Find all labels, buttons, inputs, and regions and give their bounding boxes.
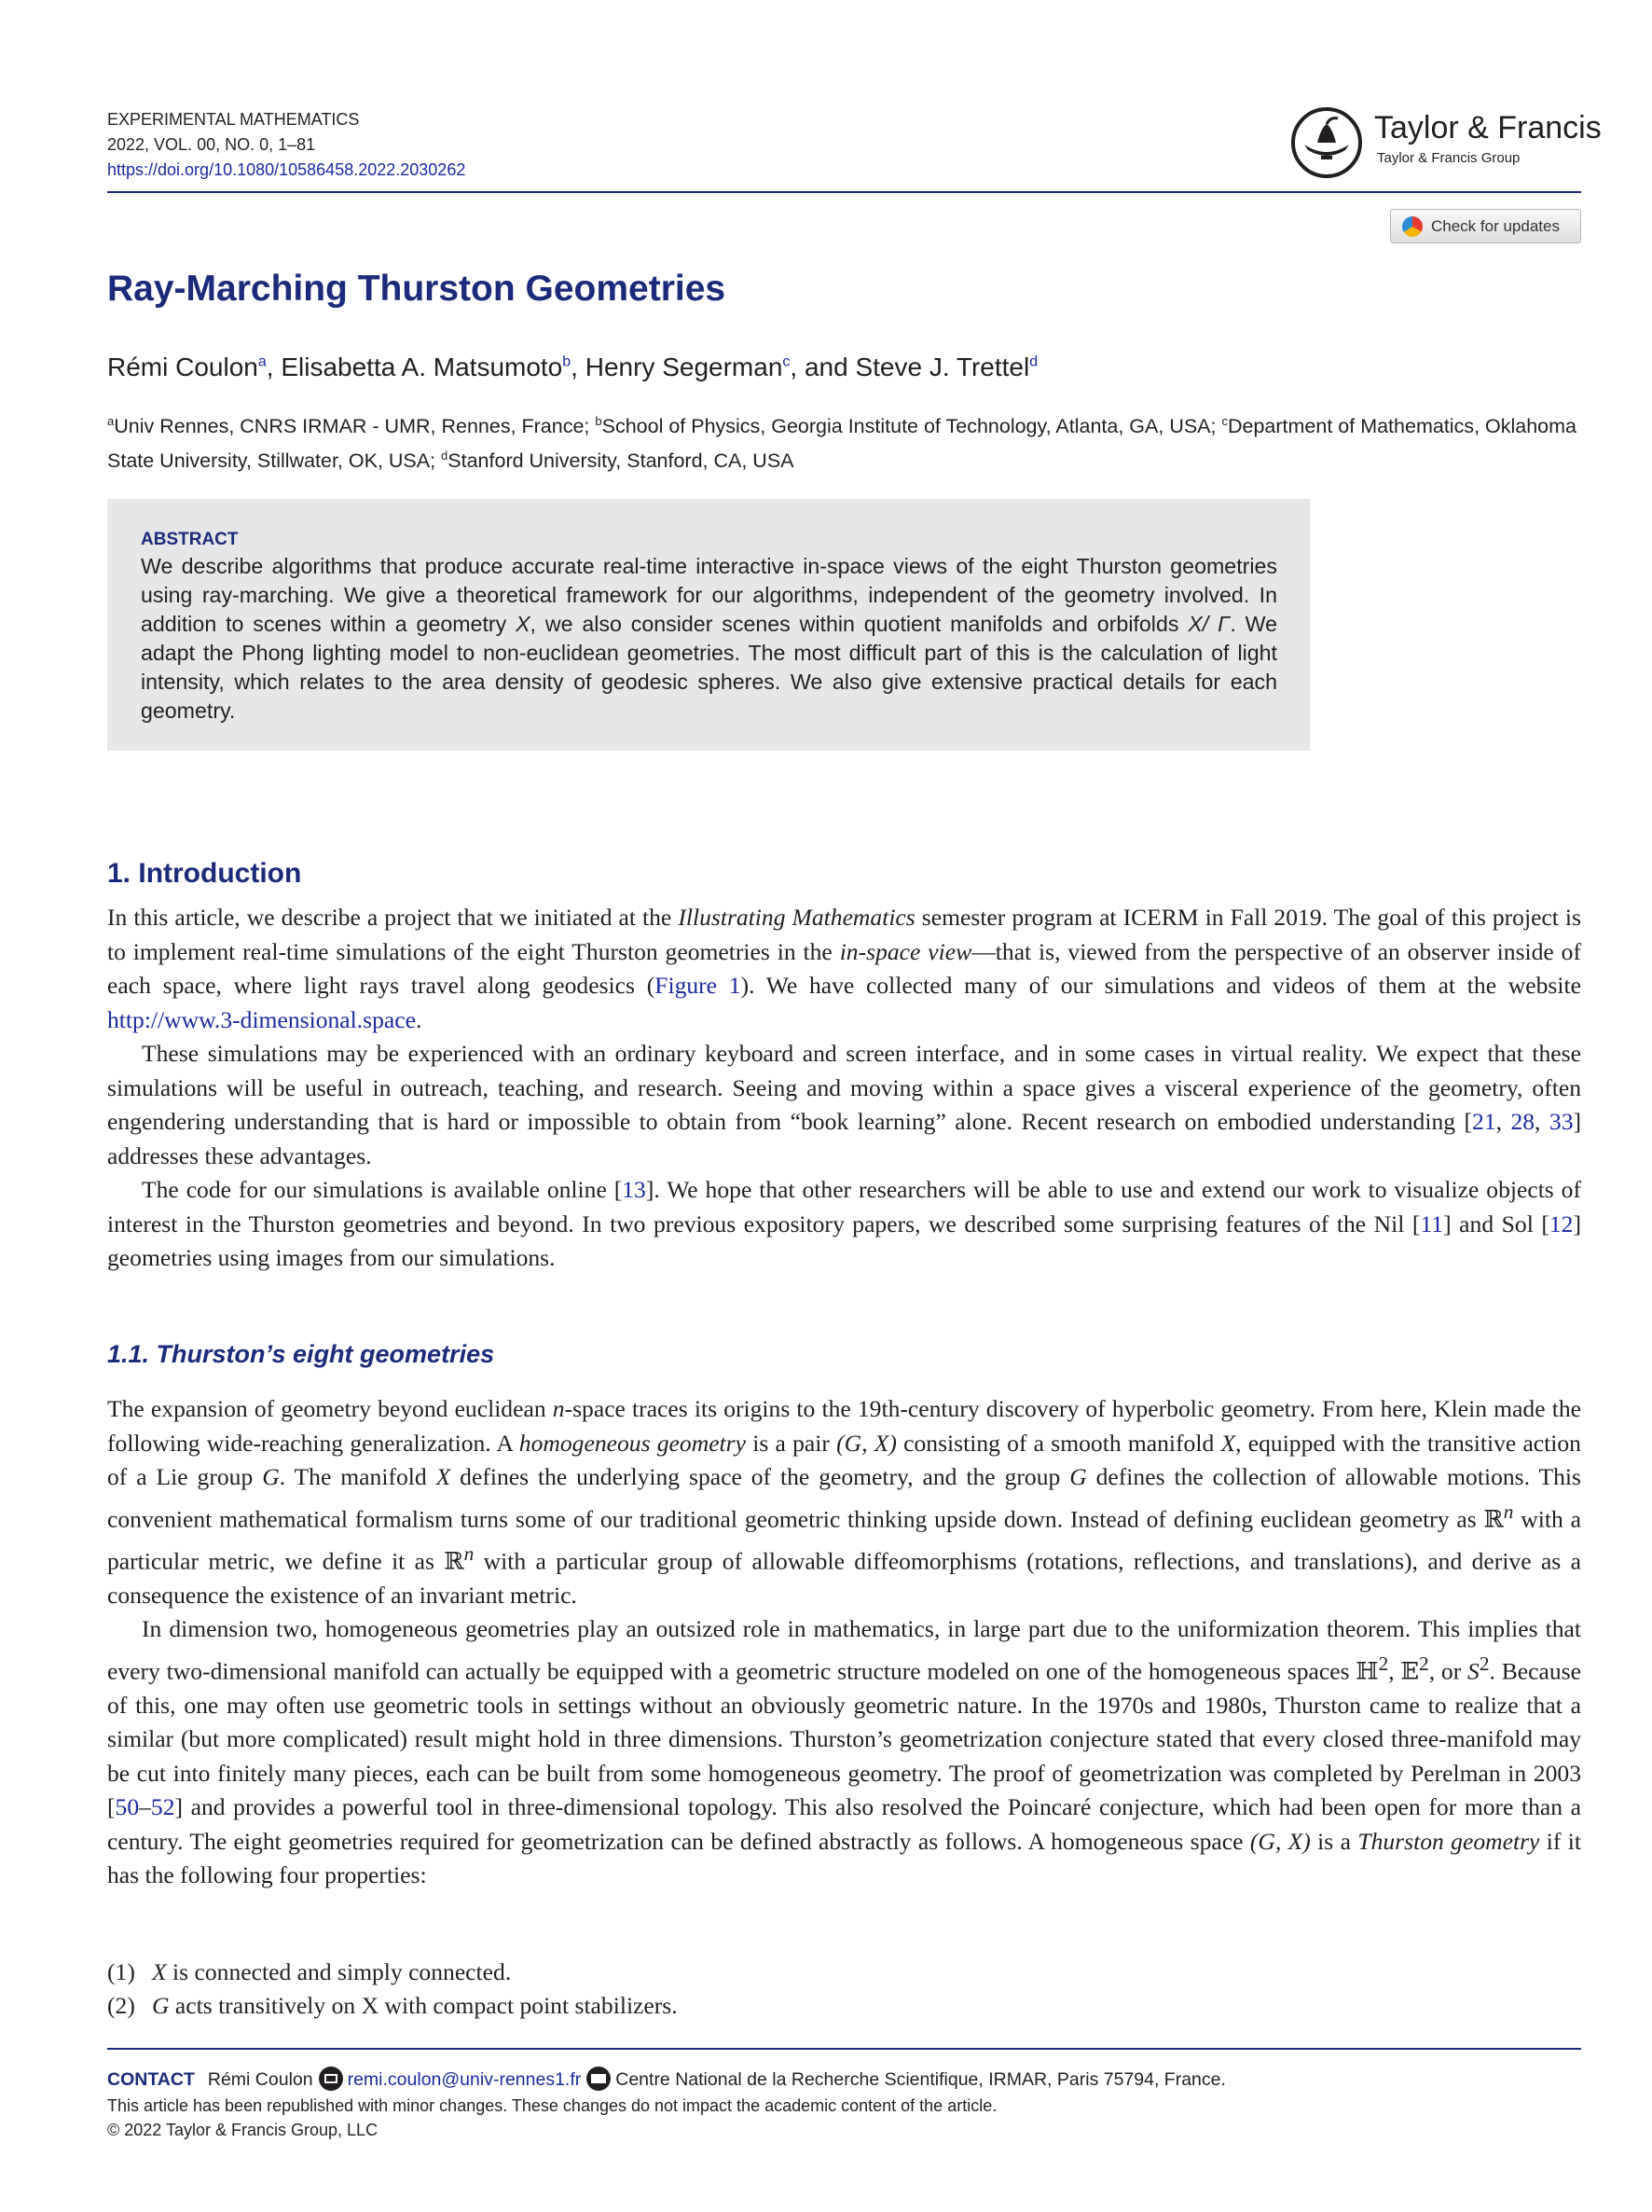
emphasis: homogeneous geometry <box>518 1429 746 1457</box>
text: The expansion of geometry beyond euclidean <box>107 1395 553 1422</box>
author-affiliation-marker: b <box>562 353 571 370</box>
abstract-var: X/ Γ <box>1188 612 1231 636</box>
math-symbol: ℍ <box>1356 1657 1379 1685</box>
text: ] and provides a powerful tool in three-dimensional topology. This also resolved the Poincaré conjecture, which had been open for more than a century. The eight geometries required for geometrization can be defined abstractly as follows. A homogeneous space <box>107 1793 1581 1855</box>
paragraph: In dimension two, homogeneous geometries play an outsized role in mathematics, in large part due to the uniformization theorem. This implies that every two-dimensional manifold can actually be equipped with a geometric structure modeled on one of the homogeneous spaces ℍ$^2$, 𝔼$^2$, or $S^2$. Because of this, one may often use geometric tools in settings without an obviously geometric nature. In the 1970s and 1980s, Thurston came to realize that a similar (but more complicated) result might hold in three dimensions. Thurston’s geometrization conjecture stated that every closed three-manifold may be cut into finitely many pieces, each can be built from some homogeneous geometry. The proof of geometrization was completed by Perelman in 2003 [50–52] and provides a powerful tool in three-dimensional topology. This also resolved the Poincaré conjecture, which had been open for more than a century. The eight geometries required for geometrization can be defined abstractly as follows. A homogeneous space (G, X) is a Thurston geometry if it has the following four properties: <box>107 1615 1582 1889</box>
affiliation-text: Stanford University, Stanford, CA, USA <box>447 449 794 473</box>
affiliation-text: Univ Rennes, CNRS IRMAR - UMR, Rennes, France; <box>114 415 596 438</box>
affiliation-text: Department of Mathematics, Oklahoma State University, Stillwater, OK, USA; <box>107 415 1576 473</box>
affiliation-marker: a <box>107 414 115 428</box>
copyright: © 2022 Taylor & Francis Group, LLC <box>107 2121 379 2139</box>
math-var: n <box>552 1395 565 1422</box>
website-link[interactable]: http://www.3-dimensional.space <box>107 1005 416 1033</box>
math-symbol: ℝ <box>1483 1505 1504 1533</box>
text: -space traces its origins to the 19th-century discovery of hyperbolic geometry. From here, Klein made the following wide-reaching generalization. A <box>107 1395 1581 1457</box>
check-for-updates-label: Check for updates <box>1431 216 1560 235</box>
emphasis: Illustrating Mathematics <box>678 904 915 931</box>
abstract-part: We describe algorithms that produce accurate real-time interactive in-space views of the eight Thurston geometries using ray-marching. We give a theoretical framework for our algorithms, independent of the geometry involved. In addition to scenes within a geometry <box>141 554 1277 636</box>
author-name[interactable]: Rémi Coulon <box>107 353 258 381</box>
list-text: is connected and simply connected. <box>166 1958 512 1985</box>
property-list <box>107 1956 678 2023</box>
author-separator: , and <box>790 353 856 381</box>
text: . Because of this, one may often use geometric tools in settings without an obviously geometric nature. In the 1970s and 1980s, Thurston came to realize that a similar (but more complicated) result might hold in three dimensions. Thurston’s geometrization conjecture stated that every closed three-manifold may be cut into finitely many pieces, each can be built from some homogeneous geometry. The proof of geometrization was completed by Perelman in 2003 [ <box>107 1657 1581 1821</box>
math-var: X <box>1220 1429 1236 1457</box>
header-rule <box>107 191 1581 193</box>
math-symbol: 𝔼 <box>1400 1657 1420 1685</box>
abstract-part: . We adapt the Phong lighting model to non-euclidean geometries. The most difficult part of this is the calculation of light intensity, which relates to the area density of geodesic spheres. We also give extensive practical details for each geometry. <box>141 612 1277 723</box>
list-item <box>107 1956 678 1989</box>
math-var: G <box>1069 1463 1087 1490</box>
list-number: (1) <box>107 1958 135 1985</box>
author-name[interactable]: Steve J. Trettel <box>855 353 1030 381</box>
text: The code for our simulations is available online [ <box>142 1176 623 1203</box>
affiliations <box>107 407 1590 476</box>
author-name[interactable]: Henry Segerman <box>585 353 783 381</box>
subsection-heading-thurston-geometries: 1.1. Thurston’s eight geometries <box>107 1340 495 1368</box>
address-icon <box>586 2067 611 2091</box>
citation-link[interactable]: 33 <box>1549 1108 1574 1135</box>
subsection-body <box>107 1392 1581 1893</box>
text: In dimension two, homogeneous geometries play an outsized role in mathematics, in large part due to the uniformization theorem. This implies that every two-dimensional manifold can actually be equipped with a geometric structure modeled on one of the homogeneous spaces <box>107 1615 1581 1685</box>
citation-link[interactable]: 21 <box>1472 1108 1496 1135</box>
republish-note: This article has been republished with minor changes. These changes do not impact the academic content of the article. <box>107 2096 998 2115</box>
text: consisting of a smooth manifold <box>896 1429 1221 1457</box>
paragraph: These simulations may be experienced with an ordinary keyboard and screen interface, and in some cases in virtual reality. We expect that these simulations will be useful in outreach, teaching, and research. Seeing and moving within a space gives a visceral experience of the geometry, often engendering understanding that is hard or impossible to obtain from “book learning” alone. Recent research on embodied understanding [21, 28, 33] addresses these advantages. <box>107 1040 1582 1169</box>
math-var: S <box>1467 1657 1480 1685</box>
citation-link[interactable]: 28 <box>1510 1108 1535 1135</box>
citation-link[interactable]: 11 <box>1420 1210 1444 1237</box>
author-separator: , <box>266 353 282 381</box>
contact-address: Centre National de la Recherche Scientifique, IRMAR, Paris 75794, France. <box>615 2069 1226 2090</box>
author-separator: , <box>571 353 585 381</box>
article-title: Ray-Marching Thurston Geometries <box>107 269 726 309</box>
paragraph <box>107 1173 1581 1276</box>
text: These simulations may be experienced with an ordinary keyboard and screen interface, and in some cases in virtual reality. We expect that these simulations will be useful in outreach, teaching, and research. Seeing and moving within a space gives a visceral experience of the geometry, often engendering understanding that is hard or impossible to obtain from “book learning” alone. Recent research on embodied understanding [ <box>107 1040 1581 1135</box>
math-var: (G, X) <box>836 1429 897 1457</box>
email-icon <box>319 2067 343 2091</box>
doi-link[interactable]: https://doi.org/10.1080/10586458.2022.2030262 <box>107 160 466 179</box>
author-affiliation-marker: d <box>1029 353 1039 370</box>
math-symbol: ℝ <box>444 1547 464 1575</box>
math-var: G <box>152 1992 170 2019</box>
abstract-part: , we also consider scenes within quotient manifolds and orbifolds <box>530 612 1189 636</box>
list-text: acts transitively on X with compact point stabilizers. <box>169 1992 678 2019</box>
math-var: n <box>1503 1500 1514 1523</box>
affiliation-marker: b <box>595 414 602 428</box>
emphasis: in-space view <box>839 937 972 965</box>
contact-label: CONTACT <box>107 2069 195 2090</box>
math-sup: 2 <box>1419 1652 1429 1675</box>
crossmark-icon <box>1402 216 1423 237</box>
text: is a pair <box>746 1429 837 1457</box>
abstract-var: X <box>516 612 530 636</box>
author-name[interactable]: Elisabetta A. Matsumoto <box>281 353 563 381</box>
text: . The manifold <box>279 1463 436 1490</box>
citation-link[interactable]: 50 <box>115 1793 140 1821</box>
text: defines the underlying space of the geometry, and the group <box>450 1463 1070 1490</box>
list-number: (2) <box>107 1992 135 2019</box>
author-affiliation-marker: a <box>257 353 267 370</box>
abstract-label: ABSTRACT <box>141 530 239 549</box>
publisher-subtitle: Taylor & Francis Group <box>1377 150 1521 166</box>
author-affiliation-marker: c <box>782 353 791 370</box>
text: . <box>416 1005 422 1033</box>
email-link[interactable]: remi.coulon@univ-rennes1.fr <box>347 2069 582 2090</box>
affiliation-marker: d <box>441 449 448 463</box>
journal-info <box>107 107 465 183</box>
math-var: (G, X) <box>1249 1827 1311 1855</box>
journal-name: EXPERIMENTAL MATHEMATICS <box>107 110 360 129</box>
emphasis: Thurston geometry <box>1357 1827 1540 1855</box>
text: with a particular metric, we define it as <box>107 1505 1581 1575</box>
text: ] and Sol [ <box>1443 1210 1549 1237</box>
affiliation-text: School of Physics, Georgia Institute of Technology, Atlanta, GA, USA; <box>601 415 1222 438</box>
math-sup: 2 <box>1479 1652 1490 1675</box>
text: ] addresses these advantages. <box>107 1108 1582 1169</box>
citation-link[interactable]: 12 <box>1549 1210 1574 1237</box>
paragraph <box>107 1392 1581 1612</box>
paragraph <box>107 901 1581 1037</box>
text: ). We have collected many of our simulations and videos of them at the website <box>740 972 1581 999</box>
affiliation-marker: c <box>1221 414 1228 428</box>
introduction-body <box>107 901 1581 1276</box>
list-item <box>107 1989 678 2023</box>
taylor-francis-logo-icon <box>1289 105 1364 180</box>
journal-volume: 2022, VOL. 00, NO. 0, 1–81 <box>107 135 316 154</box>
section-heading-introduction: 1. Introduction <box>107 858 302 889</box>
math-var: X <box>152 1958 167 1985</box>
text: if it has the following four properties: <box>107 1827 1582 1889</box>
math-sup: 2 <box>1378 1652 1389 1675</box>
text: defines the collection of allowable motions. This convenient mathematical formalism turns some of our traditional geometric thinking upside down. Instead of defining euclidean geometry as <box>107 1463 1581 1533</box>
text: ]. We hope that other researchers will be able to use and extend our work to visualize objects of interest in the Thurston geometries and beyond. In two previous expository papers, we described some surprising features of the Nil [ <box>107 1176 1581 1237</box>
text: In this article, we describe a project that we initiated at the <box>107 904 679 931</box>
figure-ref-link[interactable]: Figure 1 <box>654 972 741 999</box>
text: —that is, viewed from the perspective of an observer inside of each space, where light rays travel along geodesics ( <box>107 937 1581 999</box>
text: with a particular group of allowable diffeomorphisms (rotations, reflections, and translations), and derive as a consequence the existence of an invariant metric. <box>107 1547 1581 1609</box>
text: ] geometries using images from our simulations. <box>107 1210 1581 1271</box>
check-for-updates-button[interactable] <box>1390 209 1581 243</box>
citation-link[interactable]: 13 <box>622 1176 646 1203</box>
author-list <box>107 353 1038 382</box>
abstract-text <box>141 552 1277 726</box>
contact-line <box>107 2067 1226 2091</box>
citation-link[interactable]: 52 <box>150 1793 175 1821</box>
footer-rule <box>107 2048 1581 2050</box>
text: , equipped with the transitive action of a Lie group <box>107 1429 1581 1490</box>
text: is a <box>1310 1827 1358 1855</box>
math-var: G <box>262 1463 280 1490</box>
text: semester program at ICERM in Fall 2019. The goal of this project is to implement real-time simulations of the eight Thurston geometries in the <box>107 904 1582 965</box>
math-var: n <box>463 1541 475 1565</box>
publisher-name: Taylor & Francis <box>1374 110 1602 145</box>
math-var: X <box>435 1463 451 1490</box>
contact-name: Rémi Coulon <box>207 2069 313 2090</box>
